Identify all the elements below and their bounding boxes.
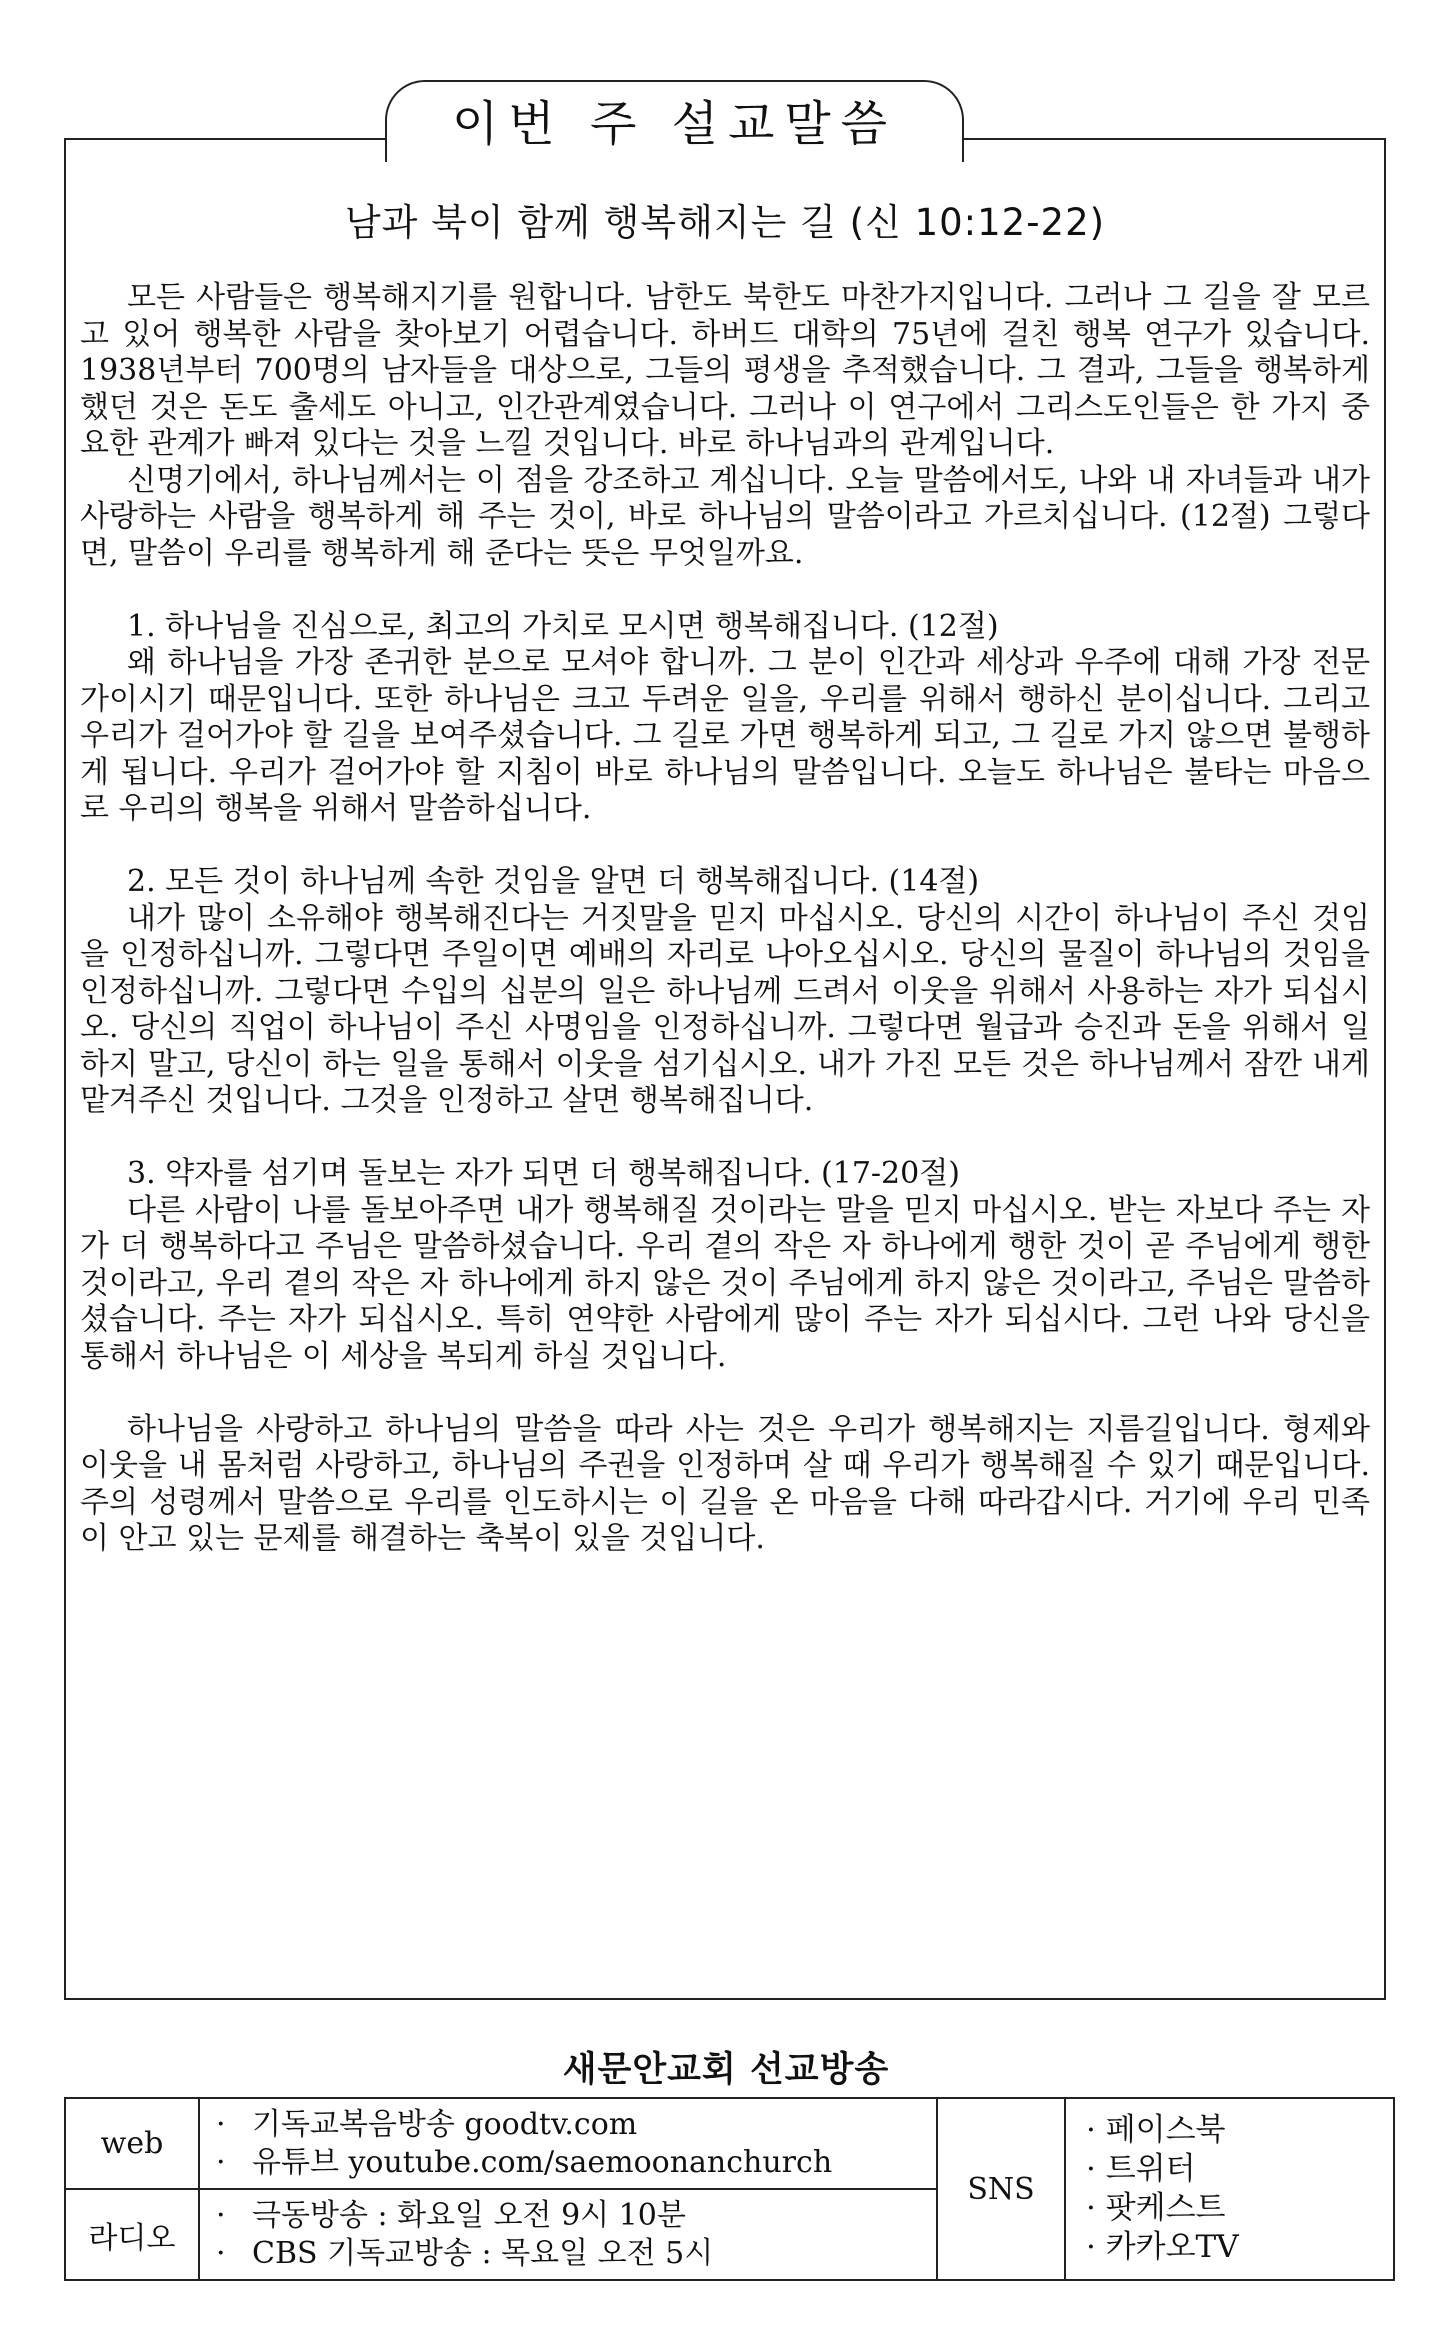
table-row (65, 2098, 1394, 2189)
sns-item-twitter: · 트위터 (1086, 2151, 1196, 2187)
list-item (216, 2235, 920, 2273)
broadcast-title: 새문안교회 선교방송 (562, 2050, 890, 2090)
point-1-body: 왜 하나님을 가장 존귀한 분으로 모셔야 합니까. 그 분이 인간과 세상과 우주에 대해 가장 전문가이시기 때문입니다. 또한 하나님은 크고 두려운 일을, 우리를 위해서 행하신 분이십니다. 그리고 우리가 걸어가야 할 길을 보여주셨습니다. 그 길로 가면 행복하게 되고, 그 길로 가지 않으면 불행하게 됩니다. 우리가 걸어가야 할 지침이 바로 하나님의 말씀입니다. 오늘도 하나님은 불타는 마음으로 우리의 행복을 위해서 말씀하십니다. (80, 645, 1370, 826)
point-2-heading: 2. 모든 것이 하나님께 속한 것임을 알면 더 행복해집니다. (14절) (127, 864, 980, 899)
bullet-icon: · (216, 2197, 226, 2233)
paragraph-gap (80, 1120, 1370, 1157)
web-item-goodtv: 기독교복음방송 goodtv.com (252, 2106, 638, 2142)
web-item-youtube: 유튜브 youtube.com/saemoonanchurch (252, 2144, 833, 2180)
sermon-body (80, 280, 1370, 1558)
radio-list (199, 2189, 937, 2280)
sermon-title: 남과 북이 함께 행복해지는 길 (신 10:12-22) (344, 201, 1106, 244)
list-item (216, 2106, 920, 2144)
point-3-heading: 3. 약자를 섬기며 돌보는 자가 되면 더 행복해집니다. (17-20절) (127, 1156, 960, 1191)
radio-label: 라디오 (65, 2189, 199, 2280)
bullet-icon: · (216, 2106, 226, 2142)
intro-paragraph-1: 모든 사람들은 행복해지기를 원합니다. 남한도 북한도 마찬가지입니다. 그러나 그 길을 잘 모르고 있어 행복한 사람을 찾아보기 어렵습니다. 하버드 대학의 75년에 걸친 행복 연구가 있습니다. 1938년부터 700명의 남자들을 대상으로, 그들의 평생을 추적했습니다. 그 결과, 그들을 행복하게 했던 것은 돈도 출세도 아니고, 인간관계였습니다. 그러나 이 연구에서 그리스도인들은 한 가지 중요한 관계가 빠져 있다는 것을 느낄 것입니다. 바로 하나님과의 관계입니다. (80, 280, 1370, 461)
page-title: 이번 주 설교말씀 (385, 80, 964, 162)
point-1-heading: 1. 하나님을 진심으로, 최고의 가치로 모시면 행복해집니다. (12절) (127, 608, 999, 644)
sermon-box (64, 138, 1386, 2000)
list-item (216, 2197, 920, 2235)
point-2-body: 내가 많이 소유해야 행복해진다는 거짓말을 믿지 마십시오. 당신의 시간이 하나님이 주신 것임을 인정하십니까. 그렇다면 주일이면 예배의 자리로 나아오십시오. 당신의 물질이 하나님의 것임을 인정하십니까. 그렇다면 수입의 십분의 일은 하나님께 드려서 이웃을 위해서 사용하는 자가 되십시오. 당신의 직업이 하나님이 주신 사명임을 인정하십니까. 그렇다면 월급과 승진과 돈을 위해서 일하지 말고, 당신이 하는 일을 통해서 이웃을 섬기십시오. 내가 가진 모든 것은 하나님께서 잠깐 내게 맡겨주신 것입니다. 그것을 인정하고 살면 행복해집니다. (80, 900, 1371, 1118)
paragraph-gap (80, 828, 1370, 865)
sns-list (1065, 2098, 1394, 2280)
paragraph-gap (80, 572, 1370, 609)
list-item (216, 2144, 920, 2182)
radio-item-cbs: CBS 기독교방송 : 목요일 오전 5시 (252, 2235, 714, 2271)
paragraph-gap (80, 1375, 1370, 1412)
sns-item-kakaotv: · 카카오TV (1086, 2229, 1239, 2265)
point-3-body: 다른 사람이 나를 돌보아주면 내가 행복해질 것이라는 말을 믿지 마십시오. 받는 자보다 주는 자가 더 행복하다고 주님은 말씀하셨습니다. 우리 곁의 작은 자 하나에게 행한 것이 곧 주님에게 행한 것이라고, 우리 곁의 작은 자 하나에게 하지 않은 것이 주님에게 하지 않은 것이라고, 주님은 말씀하셨습니다. 주는 자가 되십시오. 특히 연약한 사람에게 많이 주는 자가 되십시다. 그런 나와 당신을 통해서 하나님은 이 세상을 복되게 하실 것입니다. (80, 1192, 1371, 1374)
sns-item-facebook: · 페이스북 (1086, 2112, 1226, 2148)
conclusion-paragraph: 하나님을 사랑하고 하나님의 말씀을 따라 사는 것은 우리가 행복해지는 지름길입니다. 형제와 이웃을 내 몸처럼 사랑하고, 하나님의 주권을 인정하며 살 때 우리가 행복해질 수 있기 때문입니다. 주의 성령께서 말씀으로 우리를 인도하시는 이 길을 온 마음을 다해 따라갑시다. 거기에 우리 민족이 안고 있는 문제를 해결하는 축복이 있을 것입니다. (80, 1411, 1370, 1556)
web-label: web (65, 2098, 199, 2189)
radio-item-febc: 극동방송 : 화요일 오전 9시 10분 (252, 2197, 686, 2233)
broadcast-table (64, 2097, 1395, 2281)
web-list (199, 2098, 937, 2189)
bullet-icon: · (216, 2235, 226, 2271)
sns-item-podcast: · 팟케스트 (1086, 2190, 1226, 2226)
bullet-icon: · (216, 2144, 226, 2180)
sns-label: SNS (937, 2098, 1065, 2280)
intro-paragraph-2: 신명기에서, 하나님께서는 이 점을 강조하고 계십니다. 오늘 말씀에서도, 나와 내 자녀들과 내가 사랑하는 사람을 행복하게 해 주는 것이, 바로 하나님의 말씀이라고 가르치십니다. (12절) 그렇다면, 말씀이 우리를 행복하게 해 준다는 뜻은 무엇일까요. (80, 462, 1370, 571)
